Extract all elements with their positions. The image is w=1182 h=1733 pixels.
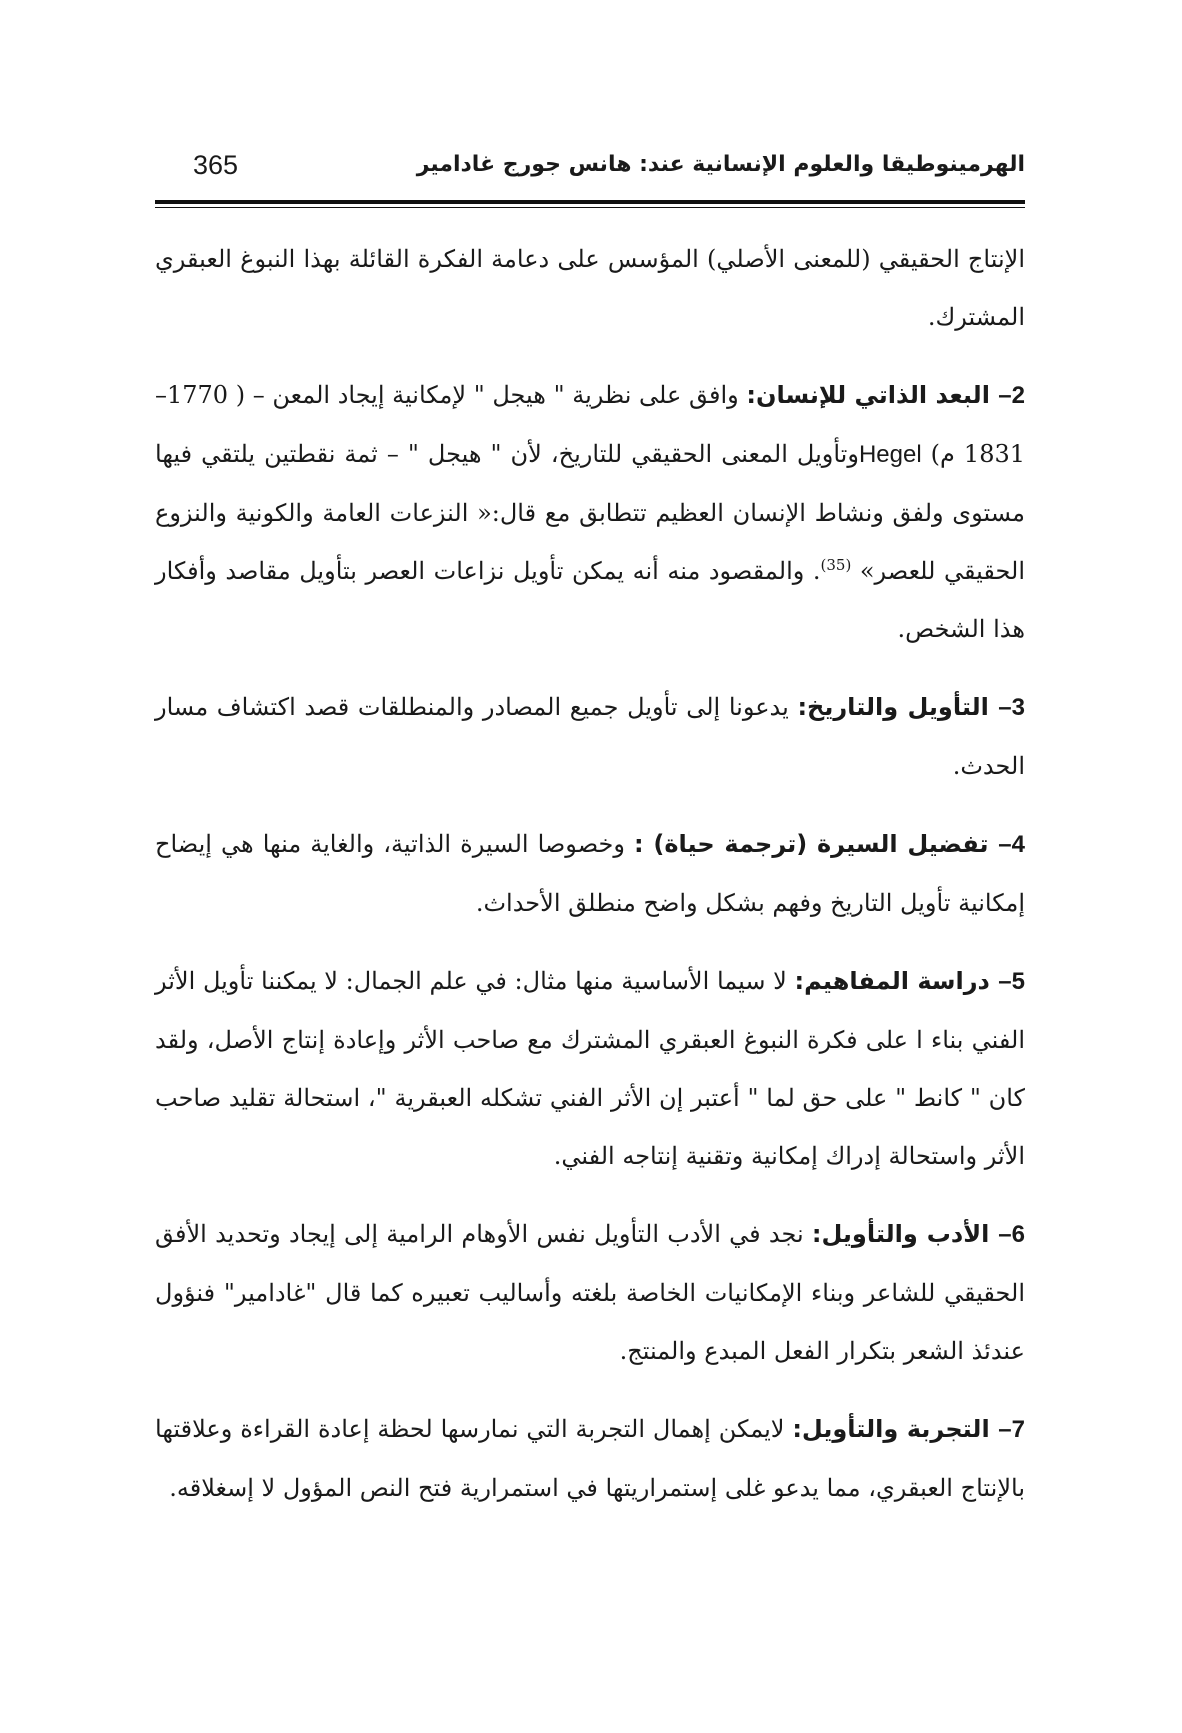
paragraph-text: الإنتاج الحقيقي (للمعنى الأصلي) المؤسس على دعامة الفكرة القائلة بهذا النبوغ العبقري المشترك. (155, 245, 1025, 331)
paragraph-4 (155, 815, 1025, 932)
paragraph-text: وتأويل المعنى الحقيقي للتاريخ، لأن " هيجل " – ثمة نقطتين يلتقي فيها مستوى ولفق ونشاط الإنسان العظيم تتطابق مع قال:« النزعات العامة والكونية والنزوع الحقيقي للعصر» (155, 440, 1025, 585)
section-heading (795, 967, 1025, 995)
paragraph-text: لايمكن إهمال التجربة التي نمارسها لحظة إعادة القراءة وعلاقتها بالإنتاج العبقري، مما يدعو غلى إستمراريتها في استمرارية فتح النص المؤول لا إسغلاقه. (155, 1415, 1025, 1502)
page-header (155, 150, 1025, 198)
section-heading-text: التأويل والتاريخ: (797, 693, 989, 721)
section-heading (634, 830, 1025, 858)
footnote-reference: (35) (820, 556, 852, 574)
paragraph-text: يدعونا إلى تأويل جميع المصادر والمنطلقات قصد اكتشاف مسار الحدث. (155, 693, 1025, 780)
section-heading-text: دراسة المفاهيم: (794, 967, 990, 995)
section-heading-text: البعد الذاتي للإنسان: (746, 381, 990, 409)
paragraph-5 (155, 952, 1025, 1185)
paragraph-6 (155, 1205, 1025, 1380)
paragraph-7 (155, 1400, 1025, 1517)
section-heading-text: الأدب والتأويل: (811, 1220, 990, 1248)
section-heading (792, 1415, 1025, 1443)
document-page (155, 150, 1025, 1690)
section-number: 5– (998, 968, 1025, 995)
paragraph-text: وخصوصا السيرة الذاتية، والغاية منها هي إيضاح إمكانية تأويل التاريخ وفهم بشكل واضح منطلق الأحداث. (155, 830, 1025, 917)
paragraph-3 (155, 678, 1025, 795)
section-heading-text: التجربة والتأويل: (792, 1415, 990, 1443)
section-number: 4– (998, 831, 1025, 858)
section-heading (812, 1220, 1025, 1248)
page-body (155, 230, 1025, 1537)
latin-name: Hegel (858, 441, 922, 468)
section-heading (797, 693, 1025, 721)
paragraph-text: وافق على نظرية " هيجل " لإمكانية إيجاد المعن – ( 1770–1831 م) (155, 381, 1025, 468)
section-number: 2– (998, 382, 1026, 409)
section-number: 3– (998, 694, 1025, 721)
header-rule-thin (155, 207, 1025, 208)
section-number: 6– (998, 1221, 1025, 1248)
section-heading-text: تفضيل السيرة (ترجمة حياة) : (634, 830, 989, 858)
header-rule-thick (155, 200, 1025, 204)
paragraph-text: . والمقصود منه أنه يمكن تأويل نزاعات العصر بتأويل مقاصد وأفكار هذا الشخص. (155, 557, 1025, 643)
page-number: 365 (193, 150, 239, 180)
paragraph-2 (155, 366, 1025, 658)
section-number: 7– (998, 1416, 1025, 1443)
paragraph-text: لا سيما الأساسية منها مثال: في علم الجمال: لا يمكننا تأويل الأثر الفني بناء ا على فكرة النبوغ العبقري المشترك مع صاحب الأثر وإعادة إنتاج الأصل، ولقد كان " كانط " على حق لما " أعتبر إن الأثر الفني تشكله العبقرية "، استحالة تقليد صاحب الأثر واستحالة إدراك إمكانية وتقنية إنتاجه الفني. (155, 967, 1025, 1170)
running-title: الهرمينوطيقا والعلوم الإنسانية عند: هانس جورج غادامير (416, 152, 1025, 177)
section-heading (746, 381, 1025, 409)
paragraph-text: نجد في الأدب التأويل نفس الأوهام الرامية إلى إيجاد وتحديد الأفق الحقيقي للشاعر وبناء الإمكانيات الخاصة بلغته وأساليب تعبيره كما قال "غادامير" فنؤول عندئذ الشعر بتكرار الفعل المبدع والمنتج. (155, 1220, 1025, 1365)
paragraph-continuation (155, 230, 1025, 346)
